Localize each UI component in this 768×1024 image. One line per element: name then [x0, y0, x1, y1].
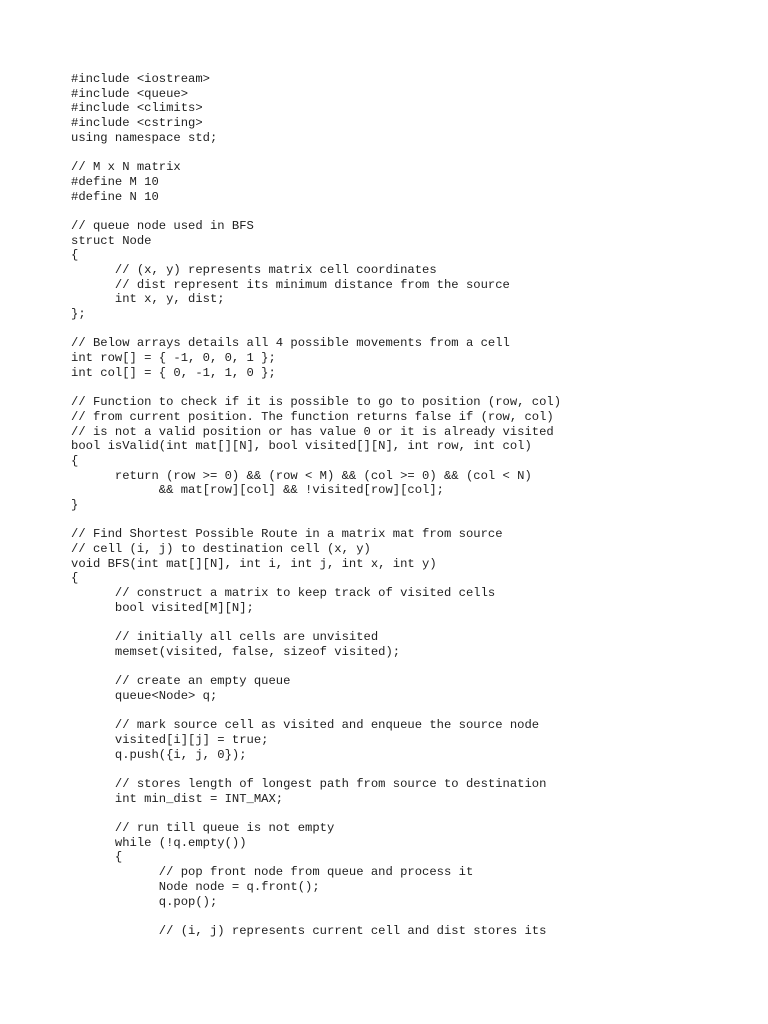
- code-line: return (row >= 0) && (row < M) && (col >= 0) && (col < N): [71, 468, 532, 483]
- code-line: visited[i][j] = true;: [71, 732, 269, 747]
- code-line: // mark source cell as visited and enqueue the source node: [71, 718, 540, 733]
- code-line: struct Node: [71, 233, 152, 248]
- code-line: // M x N matrix: [71, 160, 181, 175]
- code-line: // (x, y) represents matrix cell coordinates: [71, 262, 437, 277]
- code-line: int min_dist = INT_MAX;: [71, 791, 284, 806]
- code-line: memset(visited, false, sizeof visited);: [71, 644, 401, 659]
- code-line: using namespace std;: [71, 130, 218, 145]
- code-line: {: [71, 248, 79, 263]
- code-line: // is not a valid position or has value 0 or it is already visited: [71, 424, 554, 439]
- code-line: bool visited[M][N];: [71, 600, 254, 615]
- code-line: // initially all cells are unvisited: [71, 630, 379, 645]
- code-line: q.push({i, j, 0});: [71, 747, 247, 762]
- code-line: [71, 660, 561, 675]
- code-line: [71, 204, 561, 219]
- code-line: void BFS(int mat[][N], int i, int j, int x, int y): [71, 556, 437, 571]
- code-line: // stores length of longest path from source to destination: [71, 777, 547, 791]
- code-line: }: [71, 497, 79, 512]
- code-line: // construct a matrix to keep track of visited cells: [71, 586, 496, 601]
- code-line: // from current position. The function returns false if (row, col): [71, 409, 554, 424]
- code-line: // run till queue is not empty: [71, 821, 335, 836]
- code-line: // dist represent its minimum distance from the source: [71, 277, 510, 292]
- code-line: Node node = q.front();: [71, 879, 320, 894]
- code-line: [71, 145, 561, 160]
- code-listing: [71, 72, 561, 939]
- code-line: // cell (i, j) to destination cell (x, y): [71, 542, 371, 556]
- code-line: [71, 615, 561, 630]
- code-line: #include <climits>: [71, 101, 203, 116]
- code-line: #include <cstring>: [71, 116, 203, 131]
- code-line: // (i, j) represents current cell and dist stores its: [71, 923, 547, 938]
- code-line: [71, 806, 561, 821]
- code-line: {: [71, 850, 123, 865]
- code-line: #define N 10: [71, 189, 159, 204]
- code-line: #include <iostream>: [71, 72, 210, 86]
- code-line: #define M 10: [71, 174, 159, 189]
- code-line: [71, 762, 561, 777]
- code-line: int x, y, dist;: [71, 292, 225, 307]
- code-line: q.pop();: [71, 894, 218, 909]
- code-line: [71, 909, 561, 924]
- code-line: {: [71, 453, 79, 468]
- code-line: // Below arrays details all 4 possible movements from a cell: [71, 336, 510, 351]
- code-line: [71, 513, 561, 528]
- code-line: [71, 704, 561, 719]
- code-line: int row[] = { -1, 0, 0, 1 };: [71, 351, 276, 366]
- code-line: // Function to check if it is possible to go to position (row, col): [71, 395, 562, 410]
- code-line: {: [71, 571, 79, 586]
- code-line: #include <queue>: [71, 86, 189, 101]
- code-line: // create an empty queue: [71, 674, 291, 689]
- code-line: && mat[row][col] && !visited[row][col];: [71, 483, 444, 498]
- code-line: // Find Shortest Possible Route in a matrix mat from source: [71, 527, 503, 542]
- code-line: bool isValid(int mat[][N], bool visited[][N], int row, int col): [71, 439, 532, 454]
- code-line: [71, 322, 561, 337]
- code-line: int col[] = { 0, -1, 1, 0 };: [71, 365, 276, 380]
- code-line: [71, 380, 561, 395]
- code-line: };: [71, 307, 86, 321]
- code-line: // queue node used in BFS: [71, 218, 254, 233]
- code-line: // pop front node from queue and process it: [71, 865, 474, 880]
- code-line: queue<Node> q;: [71, 688, 218, 703]
- code-line: while (!q.empty()): [71, 835, 247, 850]
